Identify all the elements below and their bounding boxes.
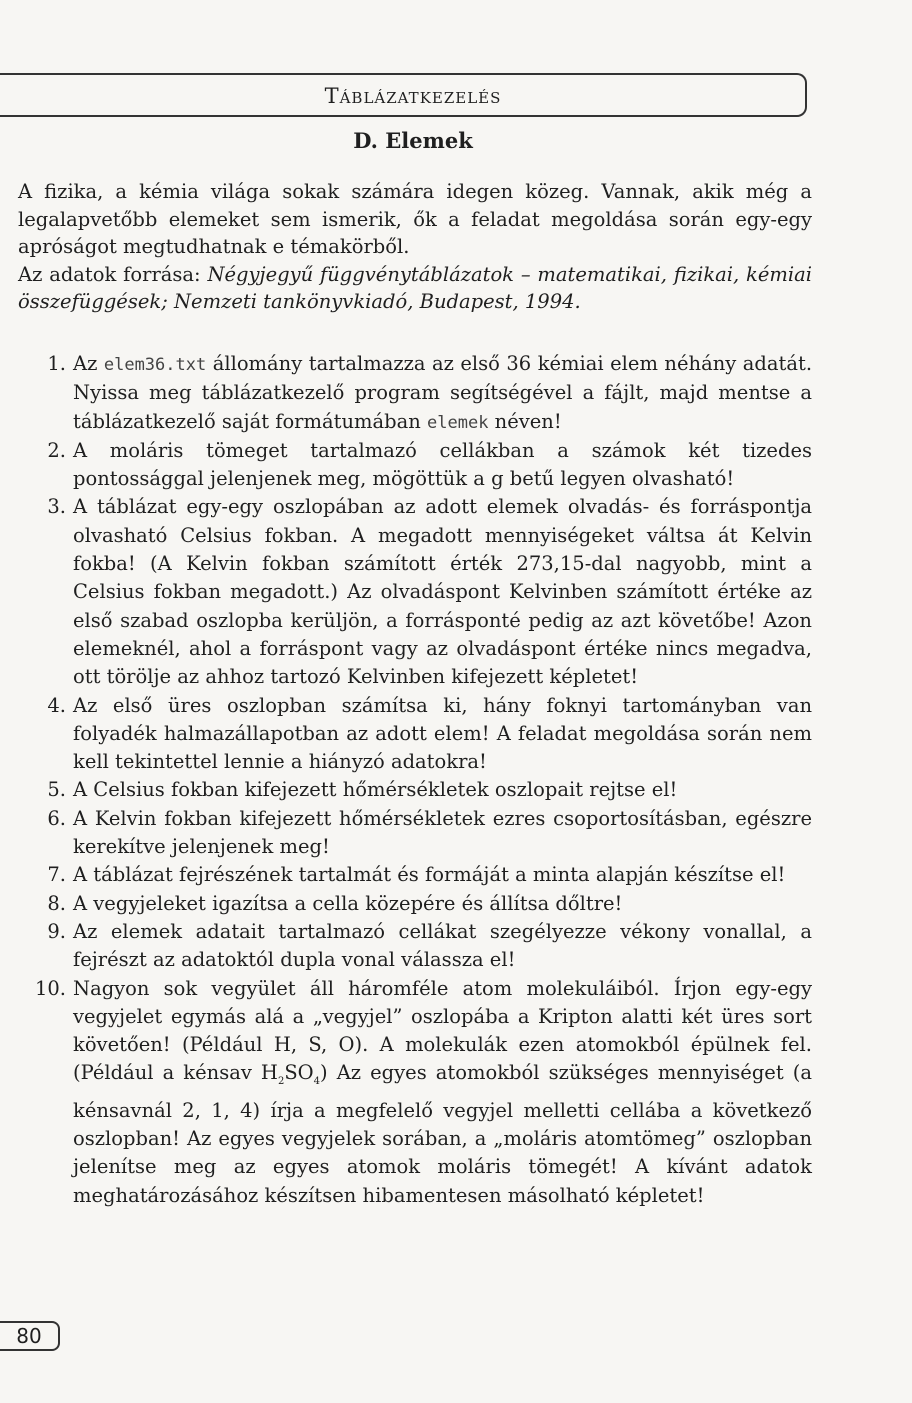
save-name: elemek bbox=[427, 412, 489, 433]
task-number: 1. bbox=[47, 352, 66, 375]
task-text: Az első üres oszlopban számítsa ki, hány foknyi tartományban van folyadék halmazállapotban az adott elem! A feladat megoldása során nem kell tekintettel lennie a hiányzó adatokra! bbox=[73, 693, 812, 774]
task-item bbox=[0, 692, 812, 777]
task-text: Az elemek adatait tartalmazó cellákat szegélyezze vékony vonallal, a fejrészt az adatoktól dupla vonal válassza el! bbox=[73, 919, 812, 972]
task-number: 5. bbox=[47, 778, 66, 802]
task-number: 8. bbox=[47, 891, 66, 915]
task-number: 10. bbox=[34, 976, 66, 1000]
intro-section bbox=[18, 178, 812, 316]
task-text: A táblázat egy-egy oszlopában az adott elemek olvadás- és forráspontja olvasható Celsius fokban. A megadott mennyiségeket váltsa át Kelvin fokba! (A Kelvin fokban számított érték 273,15-dal nagyobb, mint a Celsius fokban megadott.) Az olvadáspont Kelvinben számított értéke az első szabad oszlopba kerüljön, a forrásponté pedig az azt követőbe! Azon elemeknél, ahol a forráspont vagy az olvadáspont értéke nincs megadva, ott törölje az ahhoz tartozó Kelvinben kifejezett képletet! bbox=[73, 495, 812, 689]
task-item: 10. Nagyon sok vegyület áll háromféle atom molekuláiból. Írjon egy-egy vegyjelet egymás alá a „vegyjel” oszlopába a Kripton alatti két üres sort követően! (Például H, S, O). A molekulák ezen atomokból épülnek fel. (Például a kénsav $H_2SO_4$) Az egyes atomokból szükséges mennyiséget (a kénsavnál 2, 1, 4) írja a megfelelő vegyjel melletti cellába a következő oszlopban! Az egyes vegyjelek sorában, a „moláris atomtömeg” oszlopban jelenítse meg az egyes atomok moláris tömegét! A kívánt adatok meghatározásához készítsen hibamentesen másolható képletet! bbox=[0, 975, 812, 1210]
page-number: 80 bbox=[0, 1321, 60, 1351]
filename: elem36.txt bbox=[103, 355, 207, 375]
task-list bbox=[0, 350, 812, 1210]
task-number: 7. bbox=[47, 863, 66, 887]
source-title: Négyjegyű függvénytáblázatok – matematikai, fizikai, kémiai összefüggések; Nemzeti tankönyvkiadó, Budapest, 1994. bbox=[18, 262, 812, 314]
task-item bbox=[0, 776, 812, 804]
task-number: 2. bbox=[47, 438, 66, 462]
page-title: Táblázatkezelés bbox=[324, 84, 502, 108]
task-text: A Celsius fokban kifejezett hőmérsékletek oszlopait rejtse el! bbox=[73, 778, 678, 802]
task-number: 6. bbox=[47, 806, 66, 830]
task-number: 3. bbox=[47, 495, 66, 519]
task-item bbox=[0, 493, 812, 691]
task-text: A vegyjeleket igazítsa a cella közepére és állítsa dőltre! bbox=[73, 891, 623, 915]
task-number: 4. bbox=[47, 693, 66, 717]
source-label: Az adatok forrása: bbox=[18, 262, 201, 286]
task-number: 9. bbox=[47, 919, 66, 943]
task-item bbox=[0, 918, 812, 975]
task-text: A Kelvin fokban kifejezett hőmérsékletek ezres csoportosításban, egészre kerekítve jelenjenek meg! bbox=[73, 806, 812, 859]
task-item bbox=[0, 890, 812, 918]
task-text: A moláris tömeget tartalmazó cellákban a számok két tizedes pontossággal jelenjenek meg, mögöttük a g betű legyen olvasható! bbox=[73, 438, 812, 491]
intro-paragraph: A fizika, a kémia világa sokak számára idegen közeg. Vannak, akik még a legalapvetőbb elemeket sem ismerik, ők a feladat megoldása során egy-egy apróságot megtudhatnak e témakörből. bbox=[18, 180, 812, 259]
task-item: 1. Az elem36.txt állomány tartalmazza az első 36 kémiai elem néhány adatát. Nyissa meg táblázatkezelő program segítségével a fájlt, majd mentse a táblázatkezelő saját formátumában elemek néven! bbox=[0, 350, 812, 437]
task-item bbox=[0, 861, 812, 889]
task-text: A táblázat fejrészének tartalmát és formáját a minta alapján készítse el! bbox=[73, 863, 786, 887]
section-subtitle: D. Elemek bbox=[353, 128, 473, 153]
task-item bbox=[0, 437, 812, 494]
source-line bbox=[18, 261, 812, 316]
task-item bbox=[0, 805, 812, 862]
